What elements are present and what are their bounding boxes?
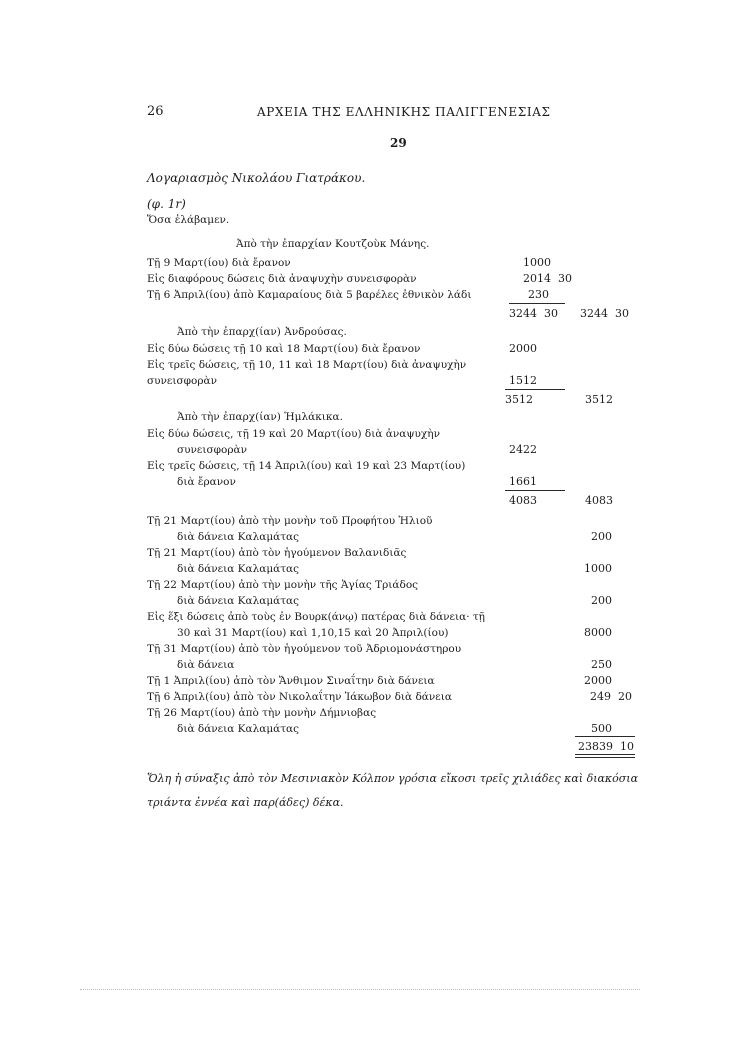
amount: 230: [528, 288, 549, 301]
folio-reference: (φ. 1r): [147, 197, 186, 211]
ledger-line: διὰ δάνεια Καλαμάτας: [177, 531, 300, 543]
ledger-line: Τῇ 22 Μαρτ(ίου) ἀπὸ τὴν μονὴν τῆς Ἁγίας Τριάδος: [147, 579, 419, 591]
ledger-line: Τῇ 6 Ἀπριλ(ίου) ἀπὸ Καμαραίους διὰ 5 βαρέλες ἐθνικὸν λάδι: [147, 289, 472, 301]
ledger-line: Τῇ 26 Μαρτ(ίου) ἀπὸ τὴν μονὴν Δήμνιοβας: [147, 707, 377, 719]
section-heading: Ἀπὸ τὴν ἐπαρχίαν Κουτζοὺκ Μάνης.: [236, 238, 430, 250]
total-rule: [575, 736, 635, 737]
amount: 2000: [584, 674, 612, 687]
ledger-line: συνεισφορὰν: [177, 444, 247, 456]
ledger-line: 30 καὶ 31 Μαρτ(ίου) καὶ 1,10,15 καὶ 20 Ἀπριλ(ίου): [177, 627, 449, 639]
amount: 249 20: [590, 690, 632, 703]
ledger-line: Εἰς διαφόρους δώσεις διὰ ἀναψυχὴν συνεισφορὰν: [147, 273, 417, 285]
ledger-line: Εἰς δύω δώσεις τῇ 10 καὶ 18 Μαρτ(ίου) διὰ ἔρανον: [147, 343, 421, 355]
amount: 2014 30: [523, 272, 572, 285]
running-title: ΑΡΧΕΙΑ ΤΗΣ ΕΛΛΗΝΙΚΗΣ ΠΑΛΙΓΓΕΝΕΣΙΑΣ: [257, 105, 551, 119]
subtotal: 4083: [509, 494, 537, 507]
ledger-line: διὰ δάνεια Καλαμάτας: [177, 595, 300, 607]
section-heading: Ἀπὸ τὴν ἐπαρχ(ίαν) Ἀνδρούσας.: [177, 326, 347, 338]
total-double-rule: [575, 754, 635, 758]
amount: 1661: [509, 475, 537, 488]
subtotal: 3244 30: [509, 307, 558, 320]
ledger-line: διὰ δάνεια: [177, 659, 235, 671]
subtotal: 3512: [505, 393, 533, 406]
ledger-line: Εἰς τρεῖς δώσεις, τῇ 10, 11 καὶ 18 Μαρτ(ίου) διὰ ἀναψυχὴν: [147, 359, 467, 371]
amount: 200: [591, 594, 612, 607]
ledger-line: Τῇ 31 Μαρτ(ίου) ἀπὸ τὸν ἡγούμενον τοῦ Ἀδριομονάστηρου: [147, 643, 462, 655]
amount: 2000: [509, 342, 537, 355]
ledger-line: διὰ δάνεια Καλαμάτας: [177, 723, 300, 735]
carried-total: 4083: [585, 494, 613, 507]
ledger-line: συνεισφορὰν: [147, 375, 217, 387]
grand-total: 23839 10: [578, 740, 634, 753]
amount: 1000: [523, 256, 551, 269]
ledger-line: Τῇ 1 Ἀπριλ(ίου) ἀπὸ τὸν Ἄνθιμον Σιναΐτην διὰ δάνεια: [147, 675, 435, 687]
section-heading: Ἀπὸ τὴν ἐπαρχ(ίαν) Ἡμλάκικα.: [177, 411, 343, 423]
subtotal-rule: [505, 389, 565, 390]
subtotal-rule: [505, 490, 565, 491]
ledger-line: Τῇ 6 Ἀπριλ(ίου) ἀπὸ τὸν Νικολαΐτην Ἰάκωβον διὰ δάνεια: [147, 691, 452, 703]
ledger-line: διὰ ἔρανον: [177, 476, 236, 488]
intro-line: Ὅσα ἐλάβαμεν.: [147, 214, 230, 226]
amount: 8000: [584, 626, 612, 639]
amount: 250: [591, 658, 612, 671]
ledger-line: Εἰς ἕξι δώσεις ἀπὸ τοὺς ἐν Βουρκ(άνῳ) πατέρας διὰ δάνεια· τῇ: [147, 611, 485, 623]
amount: 2422: [509, 443, 537, 456]
ledger-line: Τῇ 21 Μαρτ(ίου) ἀπὸ τὸν ἡγούμενον Βαλανιδιᾶς: [147, 547, 407, 559]
ledger-line: διὰ δάνεια Καλαμάτας: [177, 563, 300, 575]
document-number: 29: [390, 136, 407, 150]
carried-total: 3244 30: [580, 307, 629, 320]
summary-note: Ὅλη ἡ σύναξις ἀπὸ τὸν Μεσινιακὸν Κόλπον γρόσια εἴκοσι τρεῖς χιλιάδες καὶ διακόσια τριάντα ἐννέα καὶ παρ(άδες) δέκα.: [147, 772, 639, 809]
amount: 500: [591, 722, 612, 735]
amount: 1512: [509, 374, 537, 387]
amount: 200: [591, 530, 612, 543]
ledger-line: Τῇ 9 Μαρτ(ίου) διὰ ἔρανον: [147, 257, 291, 269]
ledger-line: Εἰς τρεῖς δώσεις, τῇ 14 Ἀπριλ(ίου) καὶ 19 καὶ 23 Μαρτ(ίου): [147, 460, 466, 472]
amount: 1000: [584, 562, 612, 575]
ledger-line: Τῇ 21 Μαρτ(ίου) ἀπὸ τὴν μονὴν τοῦ Προφήτου Ἡλιοῦ: [147, 515, 433, 527]
ledger-line: Εἰς δύω δώσεις, τῇ 19 καὶ 20 Μαρτ(ίου) διὰ ἀναψυχὴν: [147, 428, 440, 440]
carried-total: 3512: [585, 393, 613, 406]
document-title: Λογαριασμὸς Νικολάου Γιατράκου.: [147, 171, 366, 185]
page-number: 26: [147, 104, 164, 119]
subtotal-rule: [509, 303, 565, 304]
bottom-divider: [80, 989, 640, 990]
